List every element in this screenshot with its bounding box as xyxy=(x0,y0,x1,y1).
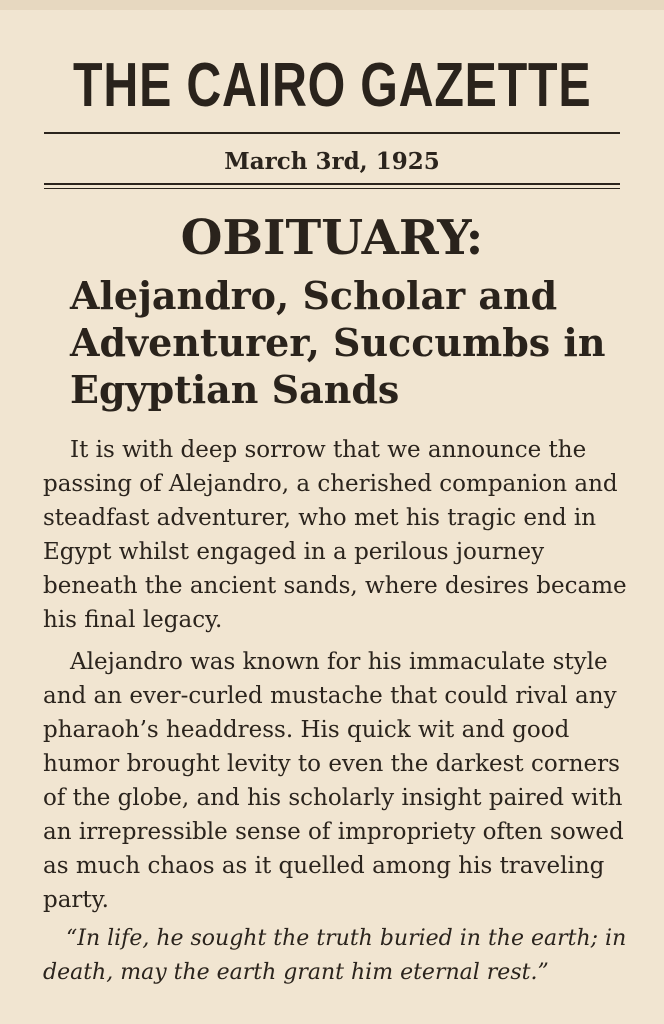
section-label: OBITUARY: xyxy=(180,210,484,266)
closing-quote: “In life, he sought the truth buried in the earth; in death, may the earth grant him eternal rest.” xyxy=(43,926,627,985)
date-rule-top xyxy=(44,183,620,185)
article-paragraph: Alejandro was known for his immaculate style and an ever-curled mustache that could rival any pharaoh’s headdress. His quick wit and good humor brought levity to even the darkest corners of the globe, and his scholarly insight paired with an irrepressible sense of impropriety often sowed as much chaos as it quelled among his traveling party. xyxy=(43,649,624,913)
article-paragraph: It is with deep sorrow that we announce the passing of Alejandro, a cherished companion and steadfast adventurer, who met his tragic end in Egypt whilst engaged in a perilous journey beneath the ancient sands, where desires became his final legacy. xyxy=(43,437,627,633)
top-edge xyxy=(0,0,664,10)
masthead: THE CAIRO GAZETTE xyxy=(73,51,592,120)
date-rule-bottom xyxy=(44,188,620,189)
headline: Alejandro, Scholar and Adventurer, Succumbs in Egyptian Sands xyxy=(70,273,606,412)
dateline: March 3rd, 1925 xyxy=(224,148,440,175)
masthead-rule xyxy=(44,132,620,134)
